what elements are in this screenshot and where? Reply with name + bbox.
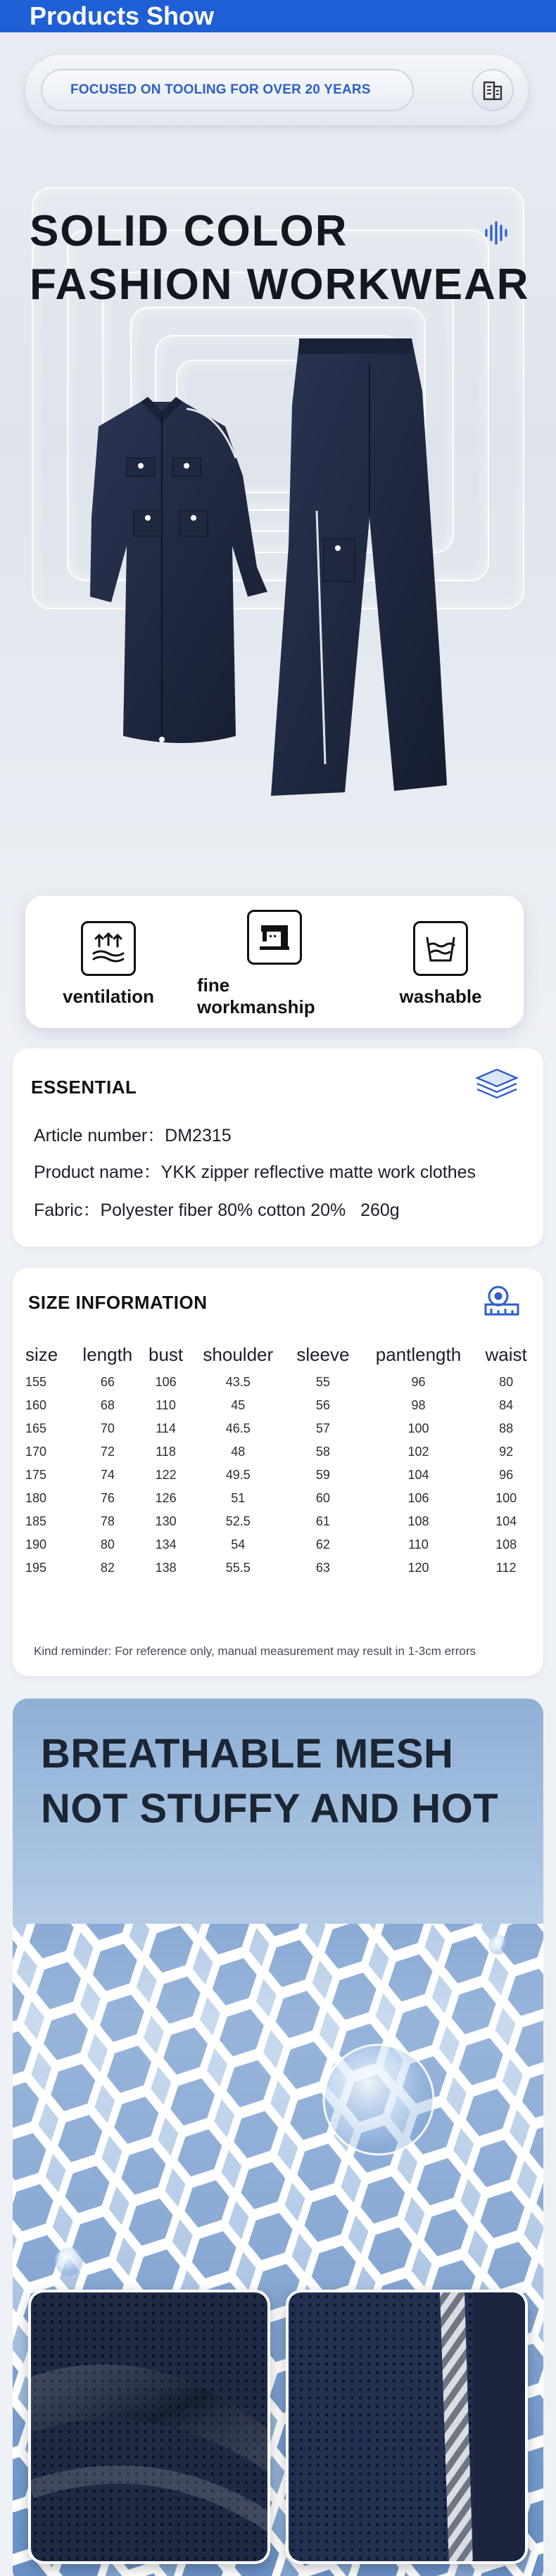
size-table xyxy=(23,1338,535,1580)
article-number: Article number：DM2315 xyxy=(34,1126,232,1146)
column-header: waist xyxy=(485,1343,527,1365)
essential-title: ESSENTIAL xyxy=(31,1077,137,1098)
tagline-text: FOCUSED ON TOOLING FOR OVER 20 YEARS xyxy=(70,82,371,97)
feature-label: ventilation xyxy=(62,985,154,1007)
reflective-tape-swatch xyxy=(286,2290,528,2564)
table-cell: 126 xyxy=(155,1491,177,1505)
table-cell: 80 xyxy=(100,1537,115,1552)
hero-section xyxy=(0,32,556,1053)
column-header: sleeve xyxy=(296,1343,350,1365)
size-table-header xyxy=(23,1338,535,1371)
product-name: Product name：YKK zipper reflective matte work clothes xyxy=(34,1162,476,1182)
table-cell: 100 xyxy=(407,1421,429,1435)
table-cell: 98 xyxy=(411,1398,426,1412)
table-cell: 59 xyxy=(315,1468,330,1482)
hero-title xyxy=(30,205,530,312)
table-cell: 100 xyxy=(495,1491,517,1505)
column-header: size xyxy=(25,1343,58,1365)
ventilation-icon xyxy=(81,921,136,976)
table-cell: 165 xyxy=(25,1421,47,1435)
size-information-card xyxy=(13,1268,543,1676)
building-icon xyxy=(472,69,514,111)
fabric-info: Fabric：Polyester fiber 80% cotton 20% 260g xyxy=(34,1200,400,1220)
table-row xyxy=(23,1487,535,1510)
table-cell: 76 xyxy=(100,1491,115,1505)
table-cell: 57 xyxy=(315,1421,330,1435)
hero-title-line2: FASHION WORKWEAR xyxy=(30,260,530,309)
table-cell: 68 xyxy=(100,1398,115,1412)
table-cell: 62 xyxy=(315,1537,330,1552)
table-cell: 195 xyxy=(25,1561,47,1575)
tagline-pill xyxy=(41,69,414,111)
table-cell: 84 xyxy=(499,1398,514,1412)
table-cell: 43.5 xyxy=(225,1375,251,1389)
table-cell: 78 xyxy=(100,1514,115,1528)
column-header: pantlength xyxy=(375,1343,462,1365)
feature-bar xyxy=(25,896,524,1028)
table-cell: 185 xyxy=(25,1514,47,1528)
feature-washable xyxy=(363,921,518,1008)
feature-label: washable xyxy=(399,985,482,1007)
size-reminder: Kind reminder: For reference only, manual measurement may result in 1-3cm errors xyxy=(34,1644,476,1658)
table-row xyxy=(23,1417,535,1440)
table-cell: 45 xyxy=(231,1398,246,1412)
table-cell: 190 xyxy=(25,1537,47,1552)
table-cell: 175 xyxy=(25,1468,47,1482)
table-cell: 170 xyxy=(25,1445,47,1459)
table-cell: 96 xyxy=(499,1468,514,1482)
table-cell: 63 xyxy=(315,1561,330,1575)
table-cell: 114 xyxy=(156,1421,176,1435)
table-cell: 55 xyxy=(315,1375,330,1389)
table-cell: 108 xyxy=(407,1514,429,1528)
table-cell: 51 xyxy=(231,1491,246,1505)
table-cell: 122 xyxy=(155,1468,177,1482)
washing-icon xyxy=(413,921,468,976)
workwear-illustration xyxy=(56,335,500,827)
table-row xyxy=(23,1556,535,1580)
table-row xyxy=(23,1440,535,1464)
feature-ventilation xyxy=(31,921,186,1008)
size-info-title: SIZE INFORMATION xyxy=(28,1292,208,1313)
measuring-tape-icon xyxy=(483,1283,521,1317)
table-cell: 52.5 xyxy=(225,1514,251,1528)
table-cell: 54 xyxy=(231,1537,246,1552)
table-cell: 106 xyxy=(407,1491,429,1505)
table-cell: 155 xyxy=(25,1375,47,1389)
table-cell: 102 xyxy=(407,1445,429,1459)
table-cell: 55.5 xyxy=(225,1561,251,1575)
pants xyxy=(271,338,447,796)
table-cell: 92 xyxy=(499,1445,514,1459)
table-row xyxy=(23,1394,535,1417)
table-cell: 66 xyxy=(100,1375,115,1389)
table-cell: 160 xyxy=(25,1398,47,1412)
table-cell: 96 xyxy=(411,1375,426,1389)
table-cell: 88 xyxy=(499,1421,514,1435)
table-cell: 58 xyxy=(315,1445,330,1459)
column-header: bust xyxy=(149,1343,184,1365)
table-cell: 110 xyxy=(156,1398,176,1412)
table-cell: 112 xyxy=(495,1561,517,1575)
column-header: shoulder xyxy=(203,1343,274,1365)
hero-title-line1: SOLID COLOR xyxy=(30,207,348,255)
table-cell: 70 xyxy=(100,1421,115,1435)
table-cell: 82 xyxy=(100,1561,115,1575)
table-row xyxy=(23,1371,535,1394)
table-cell: 46.5 xyxy=(225,1421,251,1435)
jacket xyxy=(90,397,267,743)
table-cell: 118 xyxy=(156,1445,176,1459)
table-cell: 130 xyxy=(155,1514,177,1528)
feature-workmanship xyxy=(197,910,352,1018)
size-table-body xyxy=(23,1371,535,1580)
table-cell: 74 xyxy=(100,1468,115,1482)
table-cell: 134 xyxy=(155,1537,177,1552)
feature-label: fine workmanship xyxy=(197,975,315,1017)
mesh-fabric-swatch xyxy=(28,2290,270,2564)
table-row xyxy=(23,1510,535,1533)
table-cell: 110 xyxy=(408,1537,429,1552)
sewing-machine-icon xyxy=(247,910,302,965)
breathable-mesh-section xyxy=(13,1699,543,2576)
products-show-header: Products Show xyxy=(0,0,556,32)
column-header: length xyxy=(82,1343,133,1365)
breathable-title xyxy=(41,1727,498,1836)
breathable-title-line1: BREATHABLE MESH xyxy=(41,1731,454,1777)
table-cell: 104 xyxy=(495,1514,517,1528)
table-cell: 108 xyxy=(495,1537,517,1552)
table-cell: 49.5 xyxy=(225,1468,251,1482)
sound-wave-icon xyxy=(484,221,510,245)
breathable-title-line2: NOT STUFFY AND HOT xyxy=(41,1786,499,1832)
table-row xyxy=(23,1464,535,1487)
table-cell: 106 xyxy=(155,1375,177,1389)
table-cell: 80 xyxy=(499,1375,514,1389)
table-cell: 104 xyxy=(407,1468,429,1482)
table-cell: 61 xyxy=(315,1514,330,1528)
table-cell: 48 xyxy=(231,1445,246,1459)
table-cell: 60 xyxy=(315,1491,330,1505)
table-cell: 72 xyxy=(100,1445,115,1459)
tagline-bar xyxy=(25,55,528,125)
table-cell: 138 xyxy=(155,1561,177,1575)
table-cell: 180 xyxy=(25,1491,47,1505)
essential-card xyxy=(13,1048,543,1247)
table-cell: 120 xyxy=(407,1561,429,1575)
table-row xyxy=(23,1533,535,1556)
layers-icon xyxy=(474,1067,519,1099)
table-cell: 56 xyxy=(315,1398,330,1412)
